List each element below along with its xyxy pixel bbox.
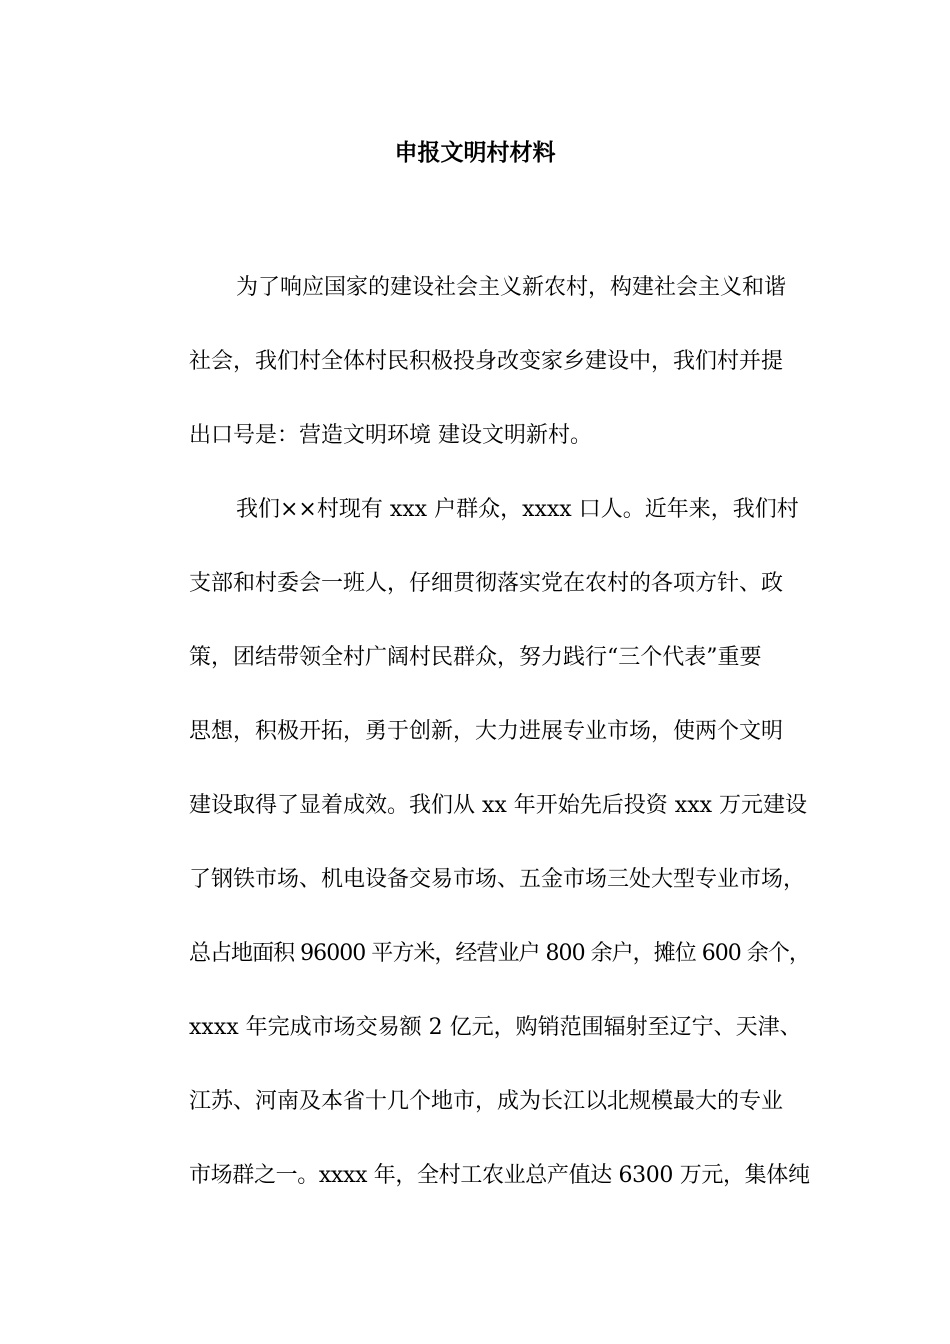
text-line: 出口号是：营造文明环境 建设文明新村。: [189, 423, 592, 448]
text-line: 策，团结带领全村广阔村民群众，努力践行“三个代表”重要: [189, 645, 762, 670]
text-line: 总占地面积 96000 平方米，经营业户 800 余户，摊位 600 余个，: [189, 941, 810, 966]
paragraph-2: [145, 473, 810, 1213]
text-line: 为了响应国家的建设社会主义新农村，构建社会主义和谐: [236, 275, 787, 300]
text-line: 了钢铁市场、机电设备交易市场、五金市场三处大型专业市场，: [189, 867, 806, 892]
document-body: [145, 251, 810, 1213]
text-line: xxxx 年完成市场交易额 2 亿元，购销范围辐射至辽宁、天津、: [189, 1015, 802, 1040]
text-line: 社会，我们村全体村民积极投身改变家乡建设中，我们村并提: [189, 349, 784, 374]
text-line: 支部和村委会一班人，仔细贯彻落实党在农村的各项方针、政: [189, 571, 784, 596]
text-line: 江苏、河南及本省十几个地市，成为长江以北规模最大的专业: [189, 1089, 784, 1114]
document-title: 申报文明村材料: [394, 140, 556, 166]
text-line: 我们××村现有 xxx 户群众，xxxx 口人。近年来，我们村: [236, 497, 799, 522]
paragraph-1: [145, 251, 810, 473]
text-line: 建设取得了显着成效。我们从 xx 年开始先后投资 xxx 万元建设: [189, 793, 808, 818]
text-line: 市场群之一。xxxx 年，全村工农业总产值达 6300 万元，集体纯: [189, 1163, 810, 1188]
text-line: 思想，积极开拓，勇于创新，大力进展专业市场，使两个文明: [189, 719, 784, 744]
